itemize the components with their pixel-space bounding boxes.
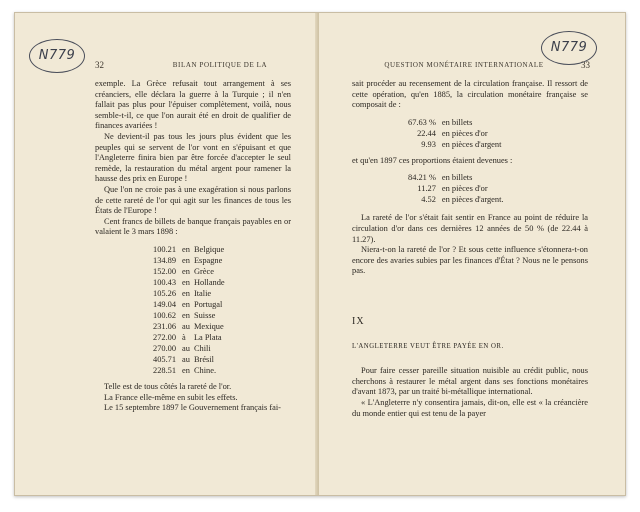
table-row [408, 183, 504, 194]
chapter-heading: L'ANGLETERRE VEUT ÊTRE PAYÉE EN OR. [352, 342, 504, 350]
circulation-1897-table [408, 172, 504, 205]
share-label: en pièces d'argent [441, 139, 502, 149]
rate-country: Suisse [193, 310, 216, 320]
rate-country: Hollande [193, 277, 225, 287]
stamp-text: N779 [550, 40, 588, 55]
share-value: 22.44 [417, 128, 436, 138]
paragraph: Telle est de tous côtés la rareté de l'or. [104, 381, 232, 391]
rate-value: 152.00 [153, 266, 177, 276]
rate-country: La Plata [193, 332, 222, 342]
right-page [319, 13, 625, 495]
left-page [15, 13, 318, 495]
table-row [153, 266, 225, 277]
table-row [153, 365, 225, 376]
share-label: en pièces d'or [441, 128, 488, 138]
rate-preposition: au [182, 343, 190, 353]
page-number: 33 [581, 60, 590, 70]
rate-preposition: à [182, 332, 186, 342]
table-row [153, 343, 225, 354]
rate-value: 231.06 [153, 321, 177, 331]
share-value: 9.93 [421, 139, 436, 149]
running-head: BILAN POLITIQUE DE LA [172, 61, 268, 69]
rate-value: 100.43 [153, 277, 177, 287]
share-label: en billets [441, 117, 473, 127]
rate-value: 134.89 [153, 255, 177, 265]
rate-country: Chili [193, 343, 211, 353]
paragraph: La rareté de l'or s'était fait sentir en France au point de réduire la circulation d'or dans ces dernières 12 années de 50 % (de 22.44 à 11.27). [352, 213, 588, 244]
rate-preposition: en [182, 365, 190, 375]
table-row [408, 117, 501, 128]
rate-value: 100.21 [153, 244, 177, 254]
inventory-stamp [29, 39, 85, 73]
rate-preposition: au [182, 321, 190, 331]
rate-preposition: en [182, 277, 190, 287]
paragraph: « L'Angleterre n'y consentira jamais, dit-on, elle est « la créancière du monde entier qui est tenu de la payer [352, 397, 588, 418]
rate-preposition: en [182, 299, 190, 309]
rate-value: 228.51 [153, 365, 177, 375]
share-label: en pièces d'or [441, 184, 488, 194]
share-value: 84.21 % [408, 173, 436, 183]
rate-country: Grèce [193, 266, 214, 276]
paragraph: Le 15 septembre 1897 le Gouvernement français fai- [104, 403, 281, 413]
share-value: 4.52 [421, 195, 436, 205]
paragraph: sait procéder au recensement de la circulation française. Il ressort de cette opération, qu'en 1885, la circulation monétaire française se composait de : [352, 79, 588, 110]
share-value: 67.63 % [408, 117, 436, 127]
paragraph: Ne devient-il pas tous les jours plus évident que les peuples qui se servent de l'or vont en s'épuisant et que l'Angleterre finira bien par être forcée d'accepter le seul remède, la restauration du métal argent pour ramener la hausse des prix en Europe ! [95, 131, 291, 184]
paragraph: La France elle-même en subit les effets. [104, 392, 238, 402]
share-value: 11.27 [417, 184, 436, 194]
rate-value: 272.00 [153, 332, 177, 342]
paragraph: exemple. La Grèce refusait tout arrangement à ses créanciers, elle déclara la guerre à la Turquie ; il n'en fallait pas plus pour l'épuiser complètement, voilà, nous semble-t-il, ce que l'on aurait été en droit de qualifier de finances avariées ! [95, 79, 291, 131]
table-row [408, 139, 501, 150]
right-text-block [352, 79, 588, 419]
table-row [408, 172, 504, 183]
rate-preposition: en [182, 244, 190, 254]
paragraph: Que l'on ne croie pas à une exagération si nous parlons de cette rareté de l'or qui agit sur les finances de tous les États de l'Europe ! [95, 184, 291, 216]
table-row [153, 354, 225, 365]
table-row [153, 288, 225, 299]
rate-country: Italie [193, 288, 212, 298]
table-row [153, 255, 225, 266]
running-head: QUESTION MONÉTAIRE INTERNATIONALE [384, 61, 544, 69]
table-row [408, 194, 504, 205]
table-row [153, 321, 225, 332]
table-row [153, 244, 225, 255]
rate-value: 270.00 [153, 343, 177, 353]
rate-preposition: en [182, 310, 190, 320]
rate-value: 105.26 [153, 288, 177, 298]
rate-country: Brésil [193, 354, 214, 364]
rate-preposition: en [182, 255, 190, 265]
rate-preposition: en [182, 288, 190, 298]
paragraph: Pour faire cesser pareille situation nuisible au crédit public, nous cherchons à restaurer le métal argent dans ses fonctions monétaires d'avant 1873, par un traité bi-métallique international. [352, 366, 588, 397]
exchange-rate-table [153, 244, 225, 376]
rate-value: 405.71 [153, 354, 177, 364]
rate-country: Portugal [193, 299, 223, 309]
chapter-number: IX [352, 315, 365, 327]
rate-country: Belgique [193, 244, 225, 254]
table-row [153, 277, 225, 288]
paragraph: Niera-t-on la rareté de l'or ? Et sous cette influence s'étonnera-t-on encore des avaries subies par les finances d'État ? Nous ne le pensons pas. [352, 245, 588, 276]
table-row [408, 128, 501, 139]
rate-country: Chine. [193, 365, 217, 375]
stamp-text: N779 [38, 48, 76, 63]
rate-country: Espagne [193, 255, 223, 265]
rate-country: Mexique [193, 321, 224, 331]
page-number: 32 [95, 60, 104, 70]
rate-value: 100.62 [153, 310, 177, 320]
share-label: en billets [441, 173, 473, 183]
left-text-block [95, 79, 291, 414]
table-row [153, 299, 225, 310]
table-row [153, 310, 225, 321]
circulation-1885-table [408, 117, 501, 150]
paragraph: Cent francs de billets de banque français payables en or valaient le 3 mars 1898 : [95, 216, 291, 237]
open-book [14, 12, 626, 496]
share-label: en pièces d'argent. [441, 195, 504, 205]
table-row [153, 332, 225, 343]
rate-value: 149.04 [153, 299, 177, 309]
paragraph: et qu'en 1897 ces proportions étaient devenues : [352, 155, 513, 165]
rate-preposition: au [182, 354, 190, 364]
rate-preposition: en [182, 266, 190, 276]
